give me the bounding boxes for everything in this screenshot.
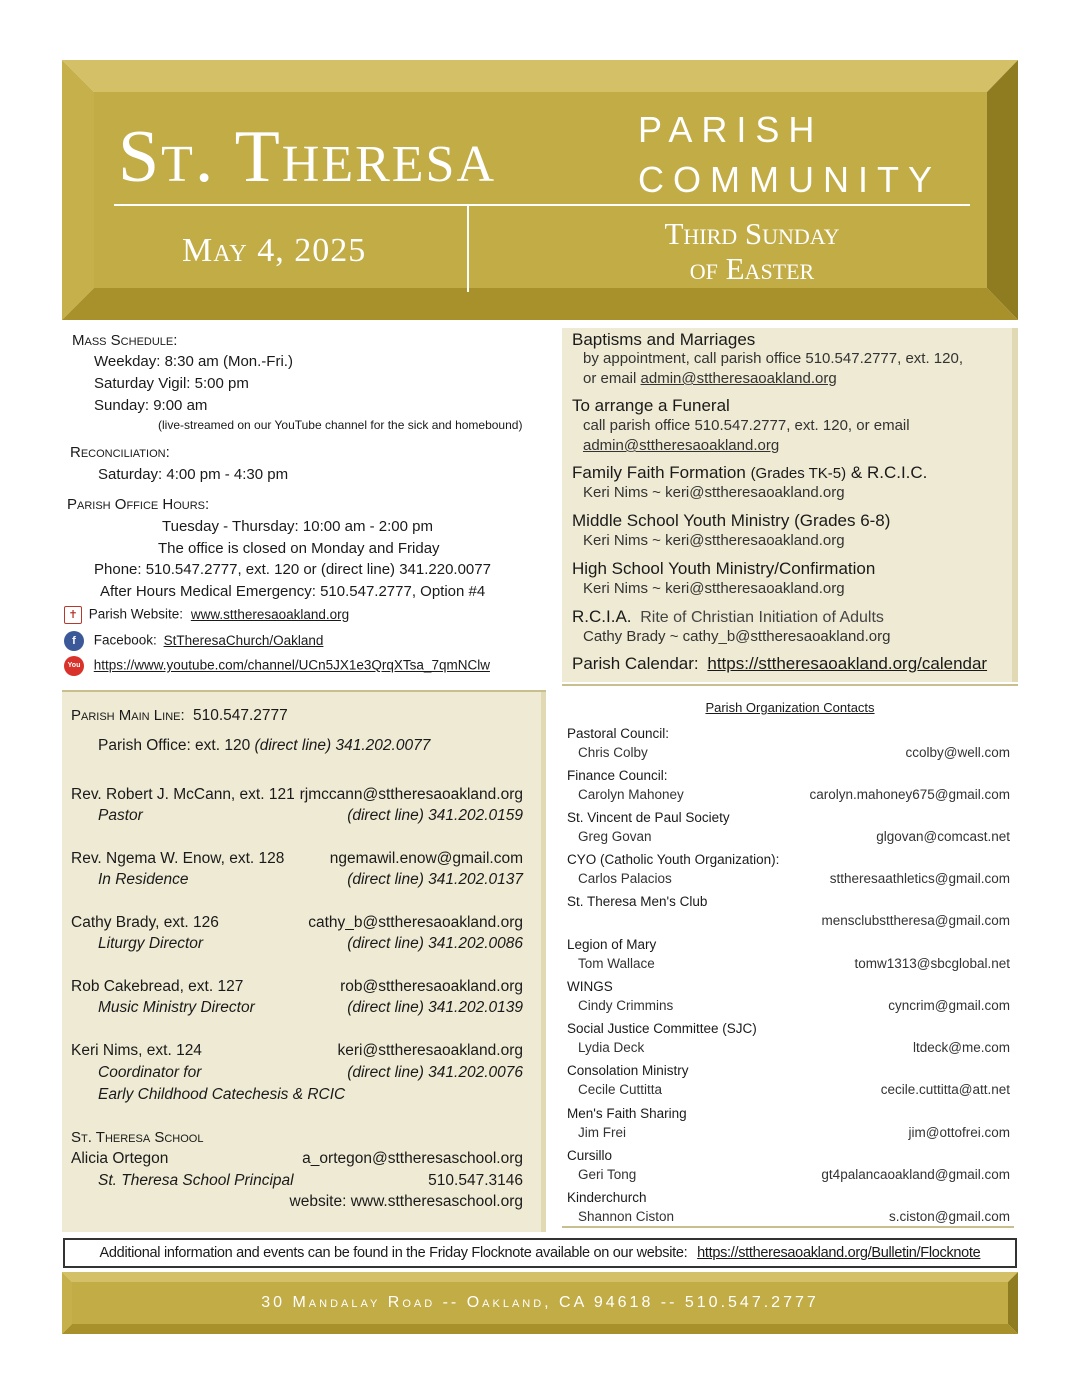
right-top-divider — [562, 684, 1018, 686]
org-contact-email[interactable]: cyncrim@gmail.com — [888, 998, 1010, 1013]
mass-sunday: Sunday: 9:00 am — [94, 397, 208, 414]
baptisms-text: by appointment, call parish office 510.547.2777, ext. 120, — [583, 350, 963, 367]
main-line-number: 510.547.2777 — [192, 707, 288, 724]
facebook-icon: f — [64, 631, 84, 651]
sacraments-panel — [562, 328, 1018, 682]
staff-name: Cathy Brady, ext. 126 — [71, 914, 219, 931]
calendar-row — [572, 654, 987, 674]
facebook-label: Facebook: — [93, 632, 157, 648]
flocknote-notice-text: Additional information and events can be found in the Friday Flocknote available on our website: — [99, 1245, 688, 1261]
staff-direct-line: (direct line) 341.202.0139 — [347, 999, 523, 1016]
faith-formation-grades: (Grades TK-5) — [750, 465, 847, 482]
rcia-contact: Cathy Brady ~ cathy_b@sttheresaoakland.org — [583, 628, 891, 645]
office-hours: Tuesday - Thursday: 10:00 am - 2:00 pm — [162, 518, 433, 535]
school-principal-email[interactable]: a_ortegon@sttheresaschool.org — [302, 1150, 523, 1167]
staff-role: Music Ministry Director — [98, 999, 255, 1016]
parish-office-ext: Parish Office: ext. 120 — [98, 737, 251, 754]
mass-schedule-section — [62, 326, 546, 686]
liturgical-day-line2: of Easter — [689, 251, 815, 286]
masthead — [62, 60, 1018, 320]
title-parish-word: PARISH — [638, 109, 824, 150]
staff-role: Pastor — [98, 807, 143, 824]
facebook-row — [64, 631, 323, 651]
org-contact-name: Carolyn Mahoney — [578, 787, 684, 802]
high-school-heading: High School Youth Ministry/Confirmation — [572, 559, 876, 578]
staff-role: Liturgy Director — [98, 935, 204, 952]
org-contact-email[interactable]: gt4palancaoakland@gmail.com — [821, 1167, 1010, 1182]
org-contact-name: Lydia Deck — [578, 1040, 645, 1055]
staff-email[interactable]: rjmccann@sttheresaoakland.org — [299, 786, 523, 803]
org-contact-email[interactable]: s.ciston@gmail.com — [889, 1209, 1010, 1224]
parish-office-direct: (direct line) 341.202.0077 — [254, 737, 431, 754]
youtube-link[interactable]: https://www.youtube.com/channel/UCn5JX1e3QrqXTsa_7qmNClw — [93, 657, 490, 673]
flocknote-link[interactable]: https://sttheresaoakland.org/Bulletin/Flocknote — [697, 1245, 981, 1261]
faith-formation-tail: & R.C.I.C. — [846, 463, 928, 482]
liturgical-day-line1: Third Sunday — [664, 216, 840, 251]
parish-office-row — [98, 737, 430, 755]
main-line-row — [71, 707, 288, 725]
baptisms-email-prefix: or email — [583, 370, 641, 387]
funeral-email-link[interactable]: admin@sttheresaoakland.org — [583, 437, 780, 454]
rcia-title: R.C.I.A. — [572, 607, 632, 626]
org-name: St. Theresa Men's Club — [567, 894, 708, 909]
website-link[interactable]: www.sttheresaoakland.org — [190, 606, 350, 622]
flocknote-notice — [63, 1238, 1017, 1268]
school-phone: 510.547.3146 — [428, 1172, 523, 1189]
faith-formation-title: Family Faith Formation — [572, 463, 746, 482]
org-contact-name: Cecile Cuttitta — [578, 1082, 663, 1097]
staff-email[interactable]: ngemawil.enow@gmail.com — [329, 850, 523, 867]
main-line-label: Parish Main Line: — [71, 707, 185, 724]
facebook-link[interactable]: StTheresaChurch/Oakland — [163, 632, 324, 648]
baptisms-heading: Baptisms and Marriages — [572, 330, 756, 349]
org-name: Consolation Ministry — [567, 1063, 689, 1078]
org-contact-email[interactable]: ccolby@well.com — [905, 745, 1010, 760]
org-contact-name: Geri Tong — [578, 1167, 637, 1182]
staff-role: In Residence — [98, 871, 189, 888]
staff-direct-line: (direct line) 341.202.0076 — [347, 1064, 523, 1081]
school-heading: St. Theresa School — [71, 1129, 204, 1146]
org-contact-email[interactable]: sttheresaathletics@gmail.com — [829, 871, 1010, 886]
organization-contacts-title: Parish Organization Contacts — [705, 700, 875, 715]
parish-address: 30 Mandalay Road -- Oakland, CA 94618 -- 510.547.2777 — [261, 1294, 819, 1311]
staff-email[interactable]: cathy_b@sttheresaoakland.org — [308, 914, 523, 931]
mass-schedule-heading: Mass Schedule: — [72, 332, 178, 349]
address-footer — [62, 1272, 1018, 1334]
org-name: WINGS — [567, 979, 613, 994]
staff-direct-line: (direct line) 341.202.0086 — [347, 935, 523, 952]
org-contact-email[interactable]: jim@ottofrei.com — [908, 1125, 1010, 1140]
reconciliation-time: Saturday: 4:00 pm - 4:30 pm — [98, 466, 289, 483]
org-contact-name: Chris Colby — [578, 745, 648, 760]
livestream-note: (live-streamed on our YouTube channel for the sick and homebound) — [158, 418, 523, 432]
school-principal-role: St. Theresa School Principal — [98, 1172, 294, 1189]
website-label: Parish Website: — [88, 606, 184, 622]
middle-school-heading: Middle School Youth Ministry (Grades 6-8) — [572, 511, 891, 530]
org-contact-name: Tom Wallace — [578, 956, 655, 971]
emergency-phone: After Hours Medical Emergency: 510.547.2777, Option #4 — [100, 583, 486, 600]
org-contact-name: Greg Govan — [578, 829, 652, 844]
title-community-word: COMMUNITY — [638, 159, 941, 200]
org-name: Social Justice Committee (SJC) — [567, 1021, 757, 1036]
org-contact-name: Shannon Ciston — [578, 1209, 675, 1224]
organizations-divider — [562, 1226, 1014, 1228]
office-closed-note: The office is closed on Monday and Friday — [158, 540, 440, 557]
staff-direct-line: (direct line) 341.202.0137 — [347, 871, 523, 888]
bulletin-date: May 4, 2025 — [182, 232, 367, 269]
organization-contacts — [562, 692, 1018, 1230]
high-school-contact: Keri Nims ~ keri@sttheresaoakland.org — [583, 580, 845, 597]
staff-name: Rev. Robert J. McCann, ext. 121 — [71, 786, 295, 803]
org-contact-name: Jim Frei — [578, 1125, 626, 1140]
church-logo-icon: ✝ — [64, 606, 82, 624]
staff-name: Rev. Ngema W. Enow, ext. 128 — [71, 850, 285, 867]
parish-name-title: St. Theresa — [118, 116, 497, 198]
org-contact-email[interactable]: ltdeck@me.com — [913, 1040, 1010, 1055]
mass-saturday: Saturday Vigil: 5:00 pm — [94, 375, 249, 392]
org-contact-email[interactable]: carolyn.mahoney675@gmail.com — [809, 787, 1010, 802]
org-contact-email[interactable]: cecile.cuttitta@att.net — [880, 1082, 1010, 1097]
org-name: Finance Council: — [567, 768, 668, 783]
rcia-heading — [572, 607, 884, 627]
baptisms-email-row — [583, 370, 837, 387]
rcia-description: Rite of Christian Initiation of Adults — [640, 609, 884, 626]
org-name: Pastoral Council: — [567, 726, 670, 741]
calendar-label: Parish Calendar: — [572, 654, 699, 673]
middle-school-contact: Keri Nims ~ keri@sttheresaoakland.org — [583, 532, 845, 549]
org-name: St. Vincent de Paul Society — [567, 810, 730, 825]
reconciliation-heading: Reconciliation: — [70, 444, 170, 461]
school-principal-name: Alicia Ortegon — [71, 1150, 169, 1167]
org-contact-email[interactable]: mensclubsttheresa@gmail.com — [821, 913, 1010, 928]
baptisms-email-link[interactable]: admin@sttheresaoakland.org — [640, 370, 837, 387]
funeral-text: call parish office 510.547.2777, ext. 120, or email — [583, 417, 910, 434]
staff-name: Rob Cakebread, ext. 127 — [71, 978, 244, 995]
faith-formation-contact: Keri Nims ~ keri@sttheresaoakland.org — [583, 484, 845, 501]
calendar-link[interactable]: https://sttheresaoakland.org/calendar — [707, 654, 988, 673]
mass-weekday: Weekday: 8:30 am (Mon.-Fri.) — [94, 353, 293, 370]
org-name: Men's Faith Sharing — [567, 1106, 687, 1121]
org-contact-email[interactable]: glgovan@comcast.net — [876, 829, 1010, 844]
faith-formation-heading — [572, 463, 927, 483]
liturgical-day — [582, 216, 922, 286]
website-row — [64, 606, 349, 624]
staff-email[interactable]: rob@sttheresaoakland.org — [340, 978, 523, 995]
header-vertical-divider — [467, 206, 469, 292]
staff-name: Keri Nims, ext. 124 — [71, 1042, 202, 1059]
org-contact-email[interactable]: tomw1313@sbcglobal.net — [854, 956, 1010, 971]
staff-email[interactable]: keri@sttheresaoakland.org — [337, 1042, 523, 1059]
org-contact-name: Carlos Palacios — [578, 871, 672, 886]
staff-role: Coordinator for — [98, 1064, 202, 1081]
staff-direct-line: (direct line) 341.202.0159 — [347, 807, 523, 824]
org-name: Cursillo — [567, 1148, 613, 1163]
youtube-icon: You — [64, 656, 84, 676]
funeral-heading: To arrange a Funeral — [572, 396, 730, 415]
header-divider — [114, 204, 970, 206]
org-name: Kinderchurch — [567, 1190, 647, 1205]
org-contact-name: Cindy Crimmins — [578, 998, 674, 1013]
school-website[interactable]: website: www.sttheresaschool.org — [289, 1193, 523, 1210]
youtube-row — [64, 656, 490, 676]
office-phone: Phone: 510.547.2777, ext. 120 or (direct line) 341.220.0077 — [94, 561, 491, 578]
staff-role-continued: Early Childhood Catechesis & RCIC — [98, 1086, 346, 1103]
office-hours-heading: Parish Office Hours: — [67, 496, 210, 513]
org-name: Legion of Mary — [567, 937, 657, 952]
org-name: CYO (Catholic Youth Organization): — [567, 852, 780, 867]
staff-directory — [62, 692, 546, 1232]
